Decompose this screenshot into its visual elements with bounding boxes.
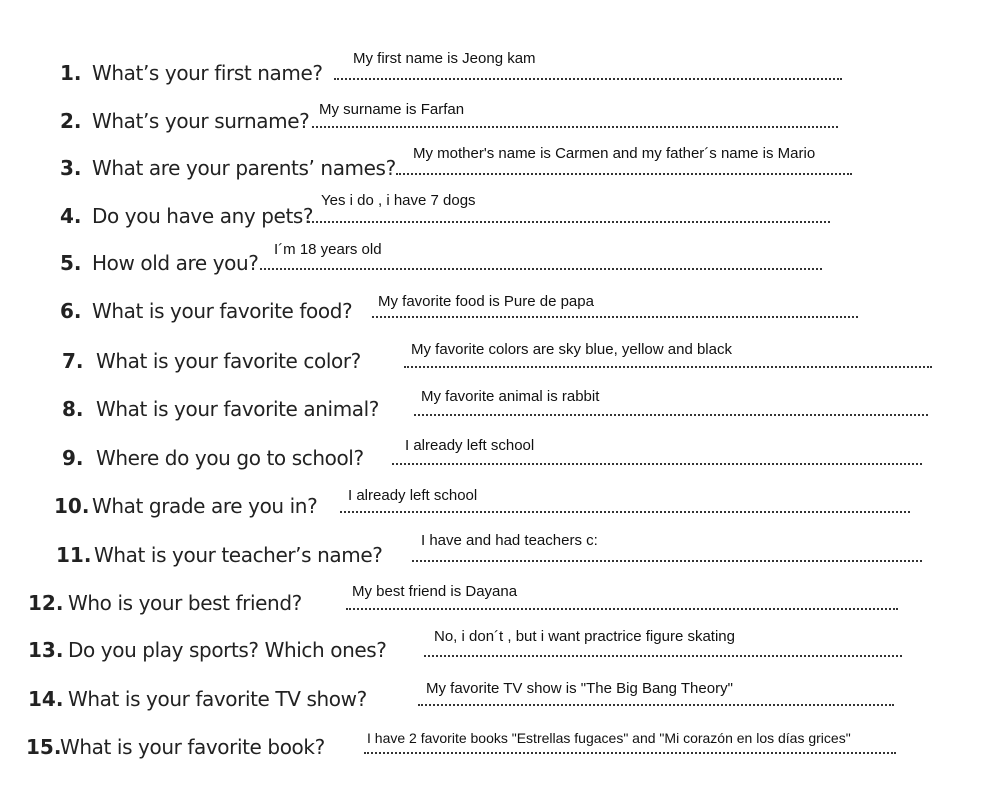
question-number: 15. <box>26 735 62 759</box>
question-text: What is your favorite food? <box>92 299 353 323</box>
answer-text: My favorite animal is rabbit <box>421 388 600 405</box>
question-row <box>0 93 986 133</box>
question-row <box>0 140 986 180</box>
question-text: What’s your first name? <box>92 61 323 85</box>
answer-line <box>372 316 858 318</box>
answer-line <box>414 414 928 416</box>
question-text: Do you have any pets? <box>92 204 314 228</box>
answer-text: I already left school <box>405 437 535 454</box>
question-text: What grade are you in? <box>92 494 318 518</box>
answer-line <box>334 78 842 80</box>
question-row <box>0 719 986 759</box>
answer-line <box>260 268 822 270</box>
answer-text: My favorite colors are sky blue, yellow and black <box>411 341 732 358</box>
answer-text: I already left school <box>348 487 478 504</box>
answer-line <box>412 560 922 562</box>
question-number: 11. <box>56 543 92 567</box>
question-row <box>0 671 986 711</box>
answer-text: I´m 18 years old <box>274 241 382 258</box>
answer-text: My favorite TV show is "The Big Bang Theory" <box>426 680 733 697</box>
question-text: What is your favorite book? <box>60 735 325 759</box>
question-row <box>0 622 986 662</box>
question-row <box>0 381 986 421</box>
question-number: 7. <box>62 349 84 373</box>
question-text: What is your favorite color? <box>96 349 361 373</box>
question-number: 2. <box>60 109 82 133</box>
answer-line <box>346 608 898 610</box>
answer-text: I have 2 favorite books "Estrellas fugaces" and "Mi corazón en los días grices" <box>367 730 851 746</box>
answer-line <box>404 366 932 368</box>
question-row <box>0 430 986 470</box>
question-number: 13. <box>28 638 64 662</box>
question-number: 1. <box>60 61 82 85</box>
question-text: What is your teacher’s name? <box>94 543 383 567</box>
question-row <box>0 575 986 615</box>
question-number: 6. <box>60 299 82 323</box>
question-row <box>0 235 986 275</box>
question-text: What are your parents’ names? <box>92 156 396 180</box>
answer-text: I have and had teachers c: <box>421 532 598 549</box>
answer-text: My favorite food is Pure de papa <box>378 293 594 310</box>
answer-line <box>364 752 896 754</box>
question-number: 12. <box>28 591 64 615</box>
answer-text: My mother's name is Carmen and my father´s name is Mario <box>413 145 816 162</box>
answer-text: My best friend is Dayana <box>352 583 518 600</box>
question-number: 8. <box>62 397 84 421</box>
question-number: 10. <box>54 494 90 518</box>
question-text: Who is your best friend? <box>68 591 302 615</box>
question-text: What’s your surname? <box>92 109 310 133</box>
question-number: 5. <box>60 251 82 275</box>
answer-line <box>392 463 922 465</box>
question-text: What is your favorite TV show? <box>68 687 367 711</box>
question-number: 14. <box>28 687 64 711</box>
question-text: Do you play sports? Which ones? <box>68 638 387 662</box>
answer-text: Yes i do , i have 7 dogs <box>321 192 476 209</box>
question-row <box>0 478 986 518</box>
answer-text: My first name is Jeong kam <box>353 50 536 67</box>
question-number: 9. <box>62 446 84 470</box>
question-row <box>0 45 986 85</box>
answer-line <box>308 221 830 223</box>
answer-text: My surname is Farfan <box>319 101 465 118</box>
question-text: What is your favorite animal? <box>96 397 380 421</box>
question-text: How old are you? <box>92 251 259 275</box>
question-row <box>0 527 986 567</box>
question-row <box>0 333 986 373</box>
question-row <box>0 188 986 228</box>
answer-line <box>312 126 838 128</box>
question-number: 4. <box>60 204 82 228</box>
answer-line <box>418 704 894 706</box>
question-number: 3. <box>60 156 82 180</box>
answer-line <box>424 655 902 657</box>
question-text: Where do you go to school? <box>96 446 364 470</box>
answer-line <box>396 173 852 175</box>
answer-line <box>340 511 910 513</box>
answer-text: No, i don´t , but i want practrice figure skating <box>434 628 735 645</box>
question-row <box>0 283 986 323</box>
